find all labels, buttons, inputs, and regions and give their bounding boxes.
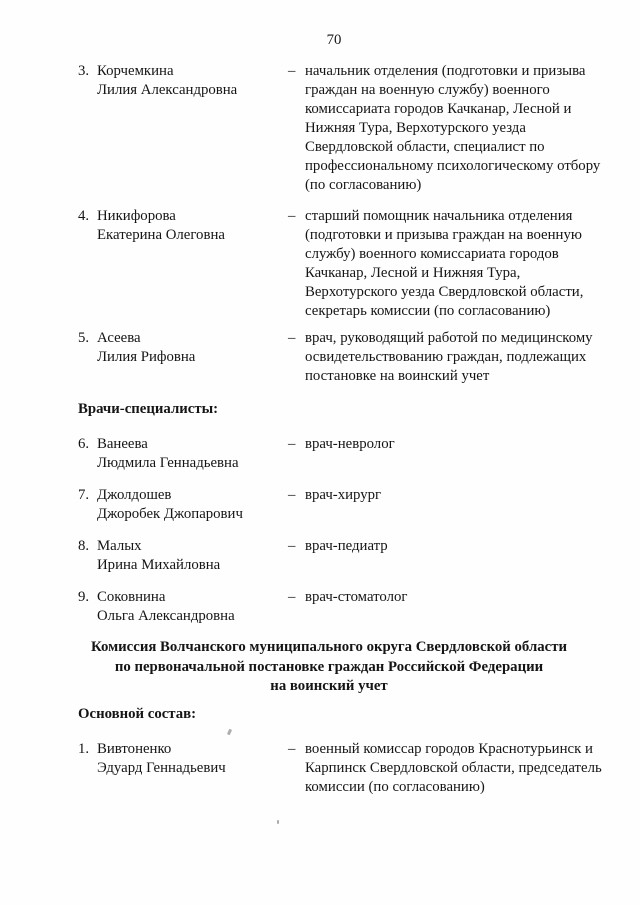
member-given-name: Лилия Рифовна <box>97 349 196 365</box>
item-number: 3. <box>78 63 90 79</box>
member-name <box>97 329 288 367</box>
member-given-name: Екатерина Олеговна <box>97 227 225 243</box>
item-number: 8. <box>78 538 90 554</box>
dash-separator: – <box>288 330 296 346</box>
commission-title <box>48 638 610 697</box>
member-surname: Вивтоненко <box>97 740 172 757</box>
member-given-name: Ирина Михайловна <box>97 557 221 573</box>
member-name <box>97 435 288 473</box>
member-given-name: Лилия Александровна <box>97 82 238 98</box>
member-surname: Асеева <box>97 330 141 346</box>
list-item <box>78 435 602 473</box>
commission-title-line3: на воинский учет <box>270 678 388 694</box>
commission-title-line2: по первоначальной постановке граждан Российской Федерации <box>114 658 544 675</box>
member-role: врач-педиатр <box>305 538 388 554</box>
dash-separator: – <box>288 487 296 503</box>
doctors-section-heading: Врачи-специалисты: <box>78 401 219 417</box>
member-role: врач-невролог <box>305 436 395 452</box>
member-given-name: Джоробек Джопарович <box>97 506 243 522</box>
member-role: врач, руководящий работой по медицинскому освидетельствованию граждан, подлежащих постановке на воинский учет <box>305 330 593 384</box>
member-given-name: Людмила Геннадьевна <box>97 455 239 471</box>
item-number: 7. <box>78 487 90 503</box>
member-name <box>97 537 288 575</box>
member-surname: Малых <box>97 538 142 554</box>
scan-artifact <box>227 729 232 736</box>
item-number: 6. <box>78 436 90 452</box>
member-surname: Ванеева <box>97 436 148 452</box>
member-role: врач-хирург <box>305 487 382 503</box>
member-surname: Джолдошев <box>97 487 172 503</box>
list-item <box>78 740 602 797</box>
member-given-name: Эдуард Геннадьевич <box>97 759 226 776</box>
item-number: 1. <box>78 740 90 757</box>
member-name <box>97 740 288 778</box>
page-number: 70 <box>326 32 342 48</box>
member-surname: Соковнина <box>97 589 166 605</box>
dash-separator: – <box>288 589 296 605</box>
list-item <box>78 486 602 524</box>
member-role: врач-стоматолог <box>305 589 408 605</box>
dash-separator: – <box>288 63 296 79</box>
item-number: 4. <box>78 208 90 224</box>
list-item <box>78 537 602 575</box>
item-number: 5. <box>78 330 90 346</box>
scan-artifact <box>277 820 279 824</box>
commission-title-line1: Комиссия Волчанского муниципального округа Свердловской области <box>90 639 568 655</box>
dash-separator: – <box>288 538 296 554</box>
member-name <box>97 207 288 245</box>
member-given-name: Ольга Александровна <box>97 608 235 624</box>
member-name <box>97 588 288 626</box>
main-staff-heading: Основной состав: <box>78 705 197 722</box>
member-name <box>97 62 288 100</box>
dash-separator: – <box>288 740 296 757</box>
list-item <box>78 329 602 386</box>
member-surname: Корчемкина <box>97 63 174 79</box>
list-item <box>78 588 602 626</box>
member-surname: Никифорова <box>97 208 176 224</box>
dash-separator: – <box>288 208 296 224</box>
member-name <box>97 486 288 524</box>
item-number: 9. <box>78 589 90 605</box>
list-item <box>78 62 602 195</box>
dash-separator: – <box>288 436 296 452</box>
member-role: начальник отделения (подготовки и призыва граждан на военную службу) военного комиссариата городов Качканар, Лесной и Нижняя Тура, Верхотурского уезда Свердловской области, специалист по профессиональному психологическому отбору (по согласованию) <box>305 63 601 193</box>
list-item <box>78 207 602 321</box>
member-role: старший помощник начальника отделения (подготовки и призыва граждан на военную службу) военного комиссариата городов Качканар, Лесной и Нижняя Тура, Верхотурского уезда Свердловской области, секретарь комиссии (по согласованию) <box>305 208 584 319</box>
member-role: военный комиссар городов Краснотурьинск и Карпинск Свердловской области, председатель комиссии (по согласованию) <box>305 740 602 795</box>
